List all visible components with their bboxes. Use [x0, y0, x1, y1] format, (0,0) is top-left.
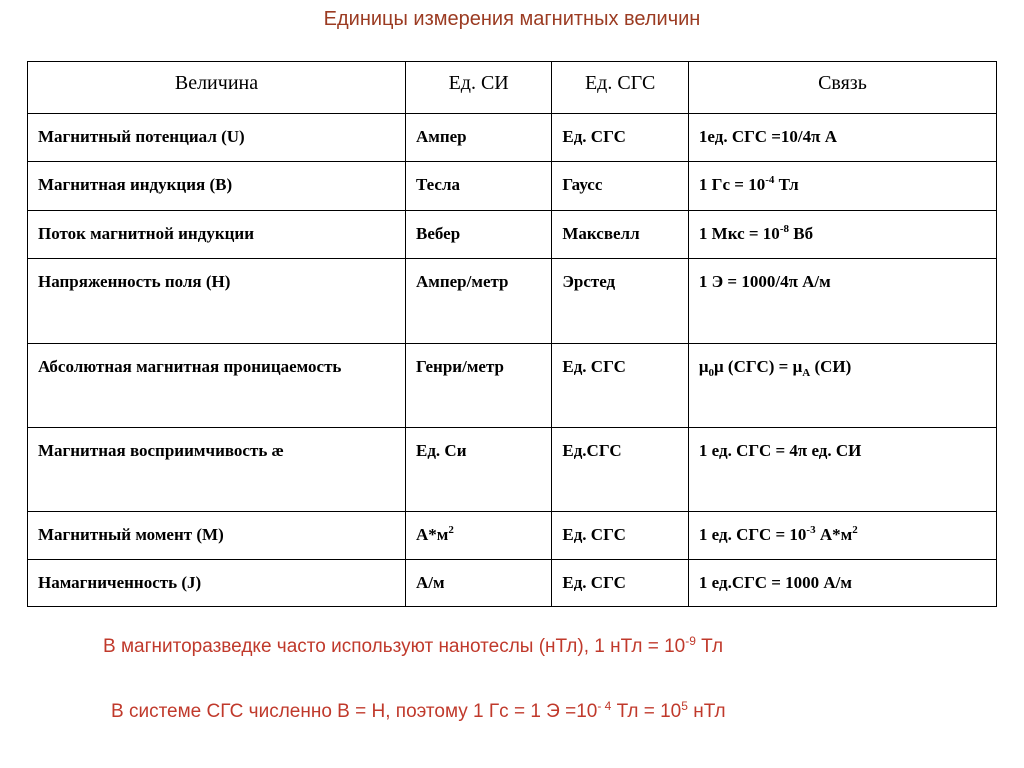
table-row [28, 162, 997, 211]
units-table [27, 61, 997, 607]
cell-relation: 1 ед. СГС = $10^{-3}$ $А*м^2$ [688, 512, 996, 560]
cell-cgs: Гаусс [552, 162, 689, 211]
cell-cgs: Ед. СГС [552, 560, 689, 607]
cell-cgs: Ед. СГС [552, 512, 689, 560]
cell-quantity: Абсолютная магнитная проницаемость [28, 344, 406, 428]
cell-quantity: Магнитный момент (М) [28, 512, 406, 560]
cell-quantity: Поток магнитной индукции [28, 211, 406, 259]
cell-cgs: Ед.СГС [552, 428, 689, 512]
table-row [28, 211, 997, 259]
cell-cgs: Ед. СГС [552, 344, 689, 428]
page-title: Единицы измерения магнитных величин [323, 8, 701, 30]
cell-si: Генри/метр [405, 344, 551, 428]
cell-relation: 1 ед.СГС = 1000 А/м [688, 560, 996, 607]
cell-quantity: Намагниченность (J) [28, 560, 406, 607]
cell-cgs: Ед. СГС [552, 114, 689, 162]
header-si: Ед. СИ [405, 62, 551, 114]
header-relation: Связь [688, 62, 996, 114]
cell-cgs: Эрстед [552, 259, 689, 344]
table-row [28, 512, 997, 560]
cell-cgs: Максвелл [552, 211, 689, 259]
table-row [28, 114, 997, 162]
cell-quantity: Магнитная индукция (В) [28, 162, 406, 211]
table-row [28, 344, 997, 428]
table-header-row [28, 62, 997, 114]
cell-quantity: Магнитный потенциал (U) [28, 114, 406, 162]
table-row [28, 259, 997, 344]
cell-relation: 1 Э = 1000/4π А/м [688, 259, 996, 344]
cell-si: Ампер/метр [405, 259, 551, 344]
cell-quantity: Магнитная восприимчивость æ [28, 428, 406, 512]
cell-relation: 1ед. СГС =10/4π А [688, 114, 996, 162]
cell-relation: $\mu_0\mu$ $(СГС) = \mu_A$ (СИ) [688, 344, 996, 428]
table-row [28, 428, 997, 512]
cell-quantity: Напряженность поля (Н) [28, 259, 406, 344]
note-cgs-equivalence: В системе СГС численно В = Н, поэтому 1 Гс = 1 $Э =10^{- 4}$ Тл = $10^5$ нТл [111, 699, 726, 722]
cell-relation: 1 Мкс = $10^{-8}$ Вб [688, 211, 996, 259]
cell-relation: 1 Гс = $10^{-4}$ Тл [688, 162, 996, 211]
cell-si: Вебер [405, 211, 551, 259]
cell-si: А/м [405, 560, 551, 607]
cell-si: Тесла [405, 162, 551, 211]
header-cgs: Ед. СГС [552, 62, 689, 114]
cell-si: Ампер [405, 114, 551, 162]
cell-relation: 1 ед. СГС = 4π ед. СИ [688, 428, 996, 512]
note-nanotesla: В магниторазведке часто используют нанотеслы (нТл), 1 нТл = $10^{-9}$ Тл [103, 634, 724, 657]
cell-si: $А*м^2$ [405, 512, 551, 560]
header-quantity: Величина [28, 62, 406, 114]
table-row [28, 560, 997, 607]
cell-si: Ед. Си [405, 428, 551, 512]
